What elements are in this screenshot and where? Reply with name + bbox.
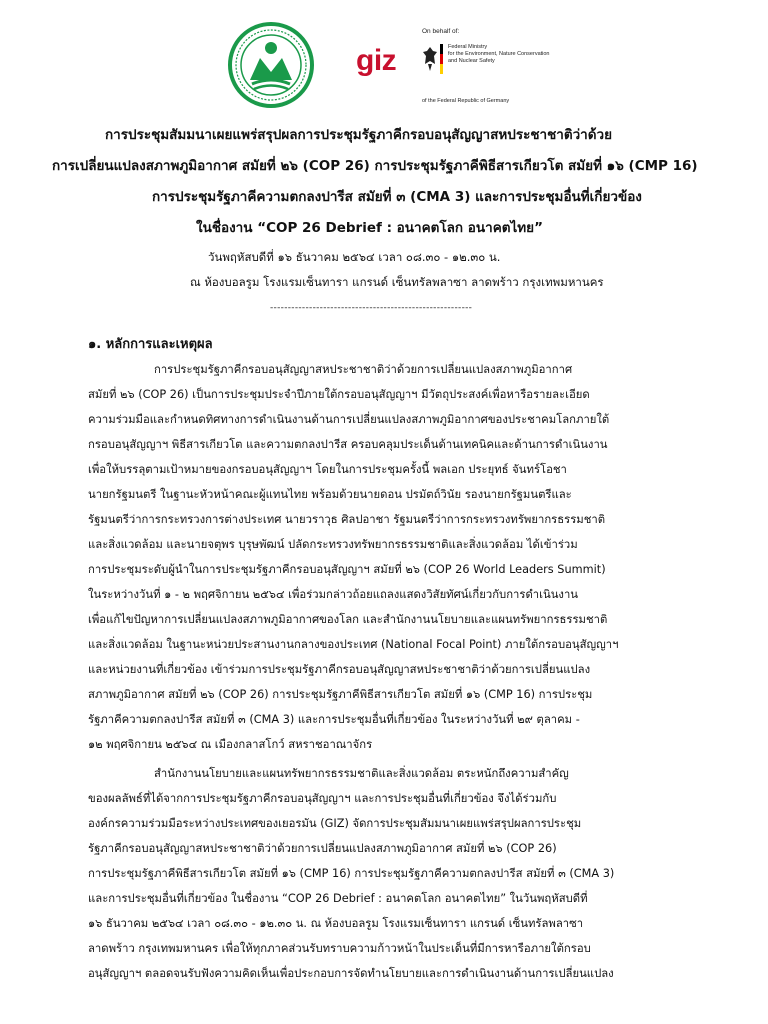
federal-eagle-icon — [422, 44, 438, 74]
paragraph-line: รัฐภาคีกรอบอนุสัญญาสหประชาชาติว่าด้วยการเปลี่ยนแปลงสภาพภูมิอากาศ สมัยที่ ๒๖ (COP 26) — [88, 842, 557, 855]
paragraph-line: ลาดพร้าว กรุงเทพมหานคร เพื่อให้ทุกภาคส่วนรับทราบความก้าวหน้าในประเด็นที่มีการหารือภายใต้กรอบ — [88, 942, 591, 955]
doc-title-line: การประชุมสัมมนาเผยแพร่สรุปผลการประชุมรัฐภาคีกรอบอนุสัญญาสหประชาชาติว่าด้วย — [105, 127, 613, 143]
paragraph-line: ในระหว่างวันที่ ๑ - ๒ พฤศจิกายน ๒๕๖๔ เพื่อร่วมกล่าวถ้อยแถลงแสดงวิสัยทัศน์เกี่ยวกับการดำเนินงาน — [88, 588, 579, 601]
bmu-ministry-name: Federal Ministry for the Environment, Nature Conservation and Nuclear Safety — [448, 44, 550, 64]
doc-title-line: การประชุมรัฐภาคีความตกลงปารีส สมัยที่ ๓ (CMA 3) และการประชุมอื่นที่เกี่ยวข้อง — [152, 189, 642, 205]
paragraph-line: ๑๖ ธันวาคม ๒๕๖๔ เวลา ๐๘.๓๐ - ๑๒.๓๐ น. ณ ห้องบอลรูม โรงแรมเซ็นทารา แกรนด์ เซ็นทรัลพลาซา — [88, 917, 584, 930]
paragraph-line: เพื่อให้บรรลุตามเป้าหมายของกรอบอนุสัญญาฯ โดยในการประชุมครั้งนี้ พลเอก ประยุทธ์ จันทร์โอชา — [88, 463, 567, 476]
paragraph-line: รัฐมนตรีว่าการกระทรวงการต่างประเทศ นายวราวุธ ศิลปอาชา รัฐมนตรีว่าการกระทรวงทรัพยากรธรรมชาติ — [88, 513, 606, 526]
paragraph-line: กรอบอนุสัญญาฯ พิธีสารเกียวโต และความตกลงปารีส ครอบคลุมประเด็นด้านเทคนิคและด้านการดำเนินงาน — [88, 438, 608, 451]
paragraph-line: และสิ่งแวดล้อม ในฐานะหน่วยประสานงานกลางของประเทศ (National Focal Point) ภายใต้กรอบอนุสัญญาฯ — [88, 638, 619, 651]
bmu-logo — [420, 28, 620, 108]
paragraph-line: การประชุมระดับผู้นำในการประชุมรัฐภาคีกรอบอนุสัญญาฯ สมัยที่ ๒๖ (COP 26 World Leaders Summit) — [88, 563, 606, 576]
giz-logo: giz — [356, 44, 397, 77]
section-heading: ๑. หลักการและเหตุผล — [88, 337, 213, 352]
event-datetime: วันพฤหัสบดีที่ ๑๖ ธันวาคม ๒๕๖๔ เวลา ๐๘.๓๐ - ๑๒.๓๐ น. — [208, 250, 501, 264]
paragraph-line: การประชุมรัฐภาคีกรอบอนุสัญญาสหประชาชาติว่าด้วยการเปลี่ยนแปลงสภาพภูมิอากาศ — [154, 363, 573, 376]
paragraph-line: การประชุมรัฐภาคีพิธีสารเกียวโต สมัยที่ ๑๖ (CMP 16) การประชุมรัฐภาคีความตกลงปารีส สมัยที่ ๓ (CMA 3) — [88, 867, 615, 880]
doc-title-line: ในชื่องาน “COP 26 Debrief : อนาคตโลก อนาคตไทย” — [196, 220, 543, 236]
paragraph-line: สำนักงานนโยบายและแผนทรัพยากรธรรมชาติและสิ่งแวดล้อม ตระหนักถึงความสำคัญ — [154, 767, 569, 780]
section-divider: --------------------------------------------------------- — [270, 303, 473, 313]
paragraph-line: ของผลลัพธ์ที่ได้จากการประชุมรัฐภาคีกรอบอนุสัญญาฯ และการประชุมอื่นที่เกี่ยวข้อง จึงได้ร่วมกับ — [88, 792, 557, 805]
paragraph-line: สมัยที่ ๒๖ (COP 26) เป็นการประชุมประจำปีภายใต้กรอบอนุสัญญาฯ มีวัตถุประสงค์เพื่อหารือรายละเอียด — [88, 388, 590, 401]
german-flag-icon — [440, 44, 443, 74]
onep-emblem-logo — [228, 22, 314, 108]
doc-title-line: การเปลี่ยนแปลงสภาพภูมิอากาศ สมัยที่ ๒๖ (COP 26) การประชุมรัฐภาคีพิธีสารเกียวโต สมัยที่ ๑๖ (CMP 16) — [52, 158, 698, 174]
paragraph-line: ๑๒ พฤศจิกายน ๒๕๖๔ ณ เมืองกลาสโกว์ สหราชอาณาจักร — [88, 738, 373, 751]
paragraph-line: องค์กรความร่วมมือระหว่างประเทศของเยอรมัน (GIZ) จัดการประชุมสัมมนาเผยแพร่สรุปผลการประชุม — [88, 817, 582, 830]
paragraph-line: เพื่อแก้ไขปัญหาการเปลี่ยนแปลงสภาพภูมิอากาศของโลก และสำนักงานนโยบายและแผนทรัพยากรธรรมชาติ — [88, 613, 608, 626]
bmu-on-behalf: On behalf of: — [422, 28, 460, 35]
paragraph-line: และสิ่งแวดล้อม และนายจตุพร บุรุษพัฒน์ ปลัดกระทรวงทรัพยากรธรรมชาติและสิ่งแวดล้อม ได้เข้าร่วม — [88, 538, 578, 551]
header-logos — [0, 18, 768, 108]
paragraph-line: และการประชุมอื่นที่เกี่ยวข้อง ในชื่องาน “COP 26 Debrief : อนาคตโลก อนาคตไทย” ในวันพฤหัสบดีที่ — [88, 892, 588, 905]
paragraph-line: นายกรัฐมนตรี ในฐานะหัวหน้าคณะผู้แทนไทย พร้อมด้วยนายดอน ปรมัตถ์วินัย รองนายกรัฐมนตรีและ — [88, 488, 572, 501]
paragraph-line: และหน่วยงานที่เกี่ยวข้อง เข้าร่วมการประชุมรัฐภาคีกรอบอนุสัญญาสหประชาชาติว่าด้วยการเปลี่ยนแปลง — [88, 663, 591, 676]
paragraph-line: สภาพภูมิอากาศ สมัยที่ ๒๖ (COP 26) การประชุมรัฐภาคีพิธีสารเกียวโต สมัยที่ ๑๖ (CMP 16) การประชุม — [88, 688, 593, 701]
paragraph-line: อนุสัญญาฯ ตลอดจนรับฟังความคิดเห็นเพื่อประกอบการจัดทำนโยบายและการดำเนินงานด้านการเปลี่ยนแปลง — [88, 967, 614, 980]
bmu-republic: of the Federal Republic of Germany — [422, 98, 510, 104]
paragraph-line: รัฐภาคีความตกลงปารีส สมัยที่ ๓ (CMA 3) และการประชุมอื่นที่เกี่ยวข้อง ในระหว่างวันที่ ๒๙ ตุลาคม - — [88, 713, 580, 726]
event-venue: ณ ห้องบอลรูม โรงแรมเซ็นทารา แกรนด์ เซ็นทรัลพลาซา ลาดพร้าว กรุงเทพมหานคร — [190, 275, 604, 289]
paragraph-line: ความร่วมมือและกำหนดทิศทางการดำเนินงานด้านการเปลี่ยนแปลงสภาพภูมิอากาศของประชาคมโลกภายใต้ — [88, 413, 610, 426]
